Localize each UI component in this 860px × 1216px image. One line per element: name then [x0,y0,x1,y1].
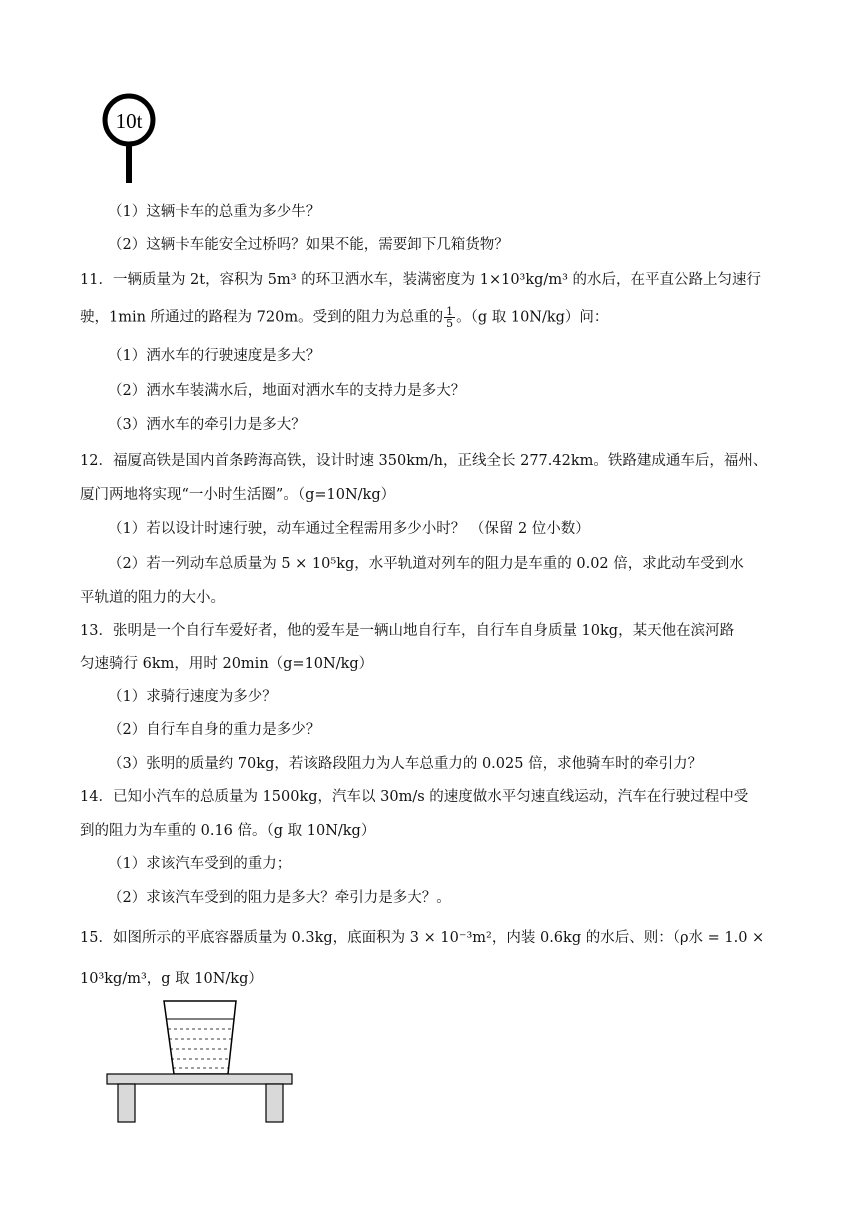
q13-part3: （3）张明的质量约 70kg，若该路段阻力为人车总重力的 0.025 倍，求他骑车时的牵引力？ [108,756,703,772]
sign-label: 10t [115,109,143,133]
q11-stem-line2b: 。（g 取 10N/kg）问： [456,309,609,326]
q12-part2: （2）若一列动车总质量为 5 × 10⁵kg，水平轨道对列车的阻力是车重的 0.02 倍，求此动车受到水 [108,556,744,572]
q12-stem-line1: 12．福厦高铁是国内首条跨海高铁，设计时速 350km/h，正线全长 277.42km。铁路建成通车后，福州、 [80,453,768,469]
q11-part3: （3）洒水车的牵引力是多大？ [108,417,306,433]
q11-part2: （2）洒水车装满水后，地面对洒水车的支持力是多大？ [108,383,466,399]
container-on-table-figure [104,996,304,1126]
q11-part1: （1）洒水车的行驶速度是多大？ [108,348,321,364]
q10-part2: （2）这辆卡车能安全过桥吗？如果不能，需要卸下几箱货物？ [108,237,509,253]
q11-stem-line1: 11．一辆质量为 2t，容积为 5m³ 的环卫洒水车，装满密度为 1×10³kg/m³ 的水后，在平直公路上匀速行 [80,272,761,288]
q14-stem-line1: 14．已知小汽车的总质量为 1500kg，汽车以 30m/s 的速度做水平匀速直线运动，汽车在行驶过程中受 [80,789,749,805]
q13-part1: （1）求骑行速度为多少？ [108,689,277,705]
q14-part2: （2）求该汽车受到的阻力是多大？牵引力是多大？。 [108,890,451,906]
q14-stem-line2: 到的阻力为车重的 0.16 倍。（g 取 10N/kg） [80,823,376,839]
q13-stem-line1: 13．张明是一个自行车爱好者，他的爱车是一辆山地自行车，自行车自身质量 10kg，某天他在滨河路 [80,623,735,639]
fraction-one-fifth: $\frac{1}{5}$ [446,305,454,330]
weight-limit-sign [92,88,172,188]
q14-part1: （1）求该汽车受到的重力； [108,856,292,872]
q13-stem-line2: 匀速骑行 6km，用时 20min（g=10N/kg） [80,656,374,672]
q11-stem-line2a: 驶，1min 所通过的路程为 720m。受到的阻力为总重的 [80,309,444,326]
q11-stem-line2 [80,306,608,329]
q13-part2: （2）自行车自身的重力是多少？ [108,722,321,738]
q12-part1: （1）若以设计时速行驶，动车通过全程需用多少小时？ （保留 2 位小数） [108,521,590,537]
q12-part2-cont: 平轨道的阻力的大小。 [80,590,225,606]
q10-part1: （1）这辆卡车的总重为多少牛？ [108,204,321,220]
q15-stem-line2: 10³kg/m³，g 取 10N/kg） [80,971,263,987]
q15-stem-line1: 15．如图所示的平底容器质量为 0.3kg，底面积为 3 × 10⁻³m²，内装 0.6kg 的水后、则：（ρ水 = 1.0 × [80,930,765,946]
q12-stem-line2: 厦门两地将实现“一小时生活圈”。（g=10N/kg） [80,487,396,503]
